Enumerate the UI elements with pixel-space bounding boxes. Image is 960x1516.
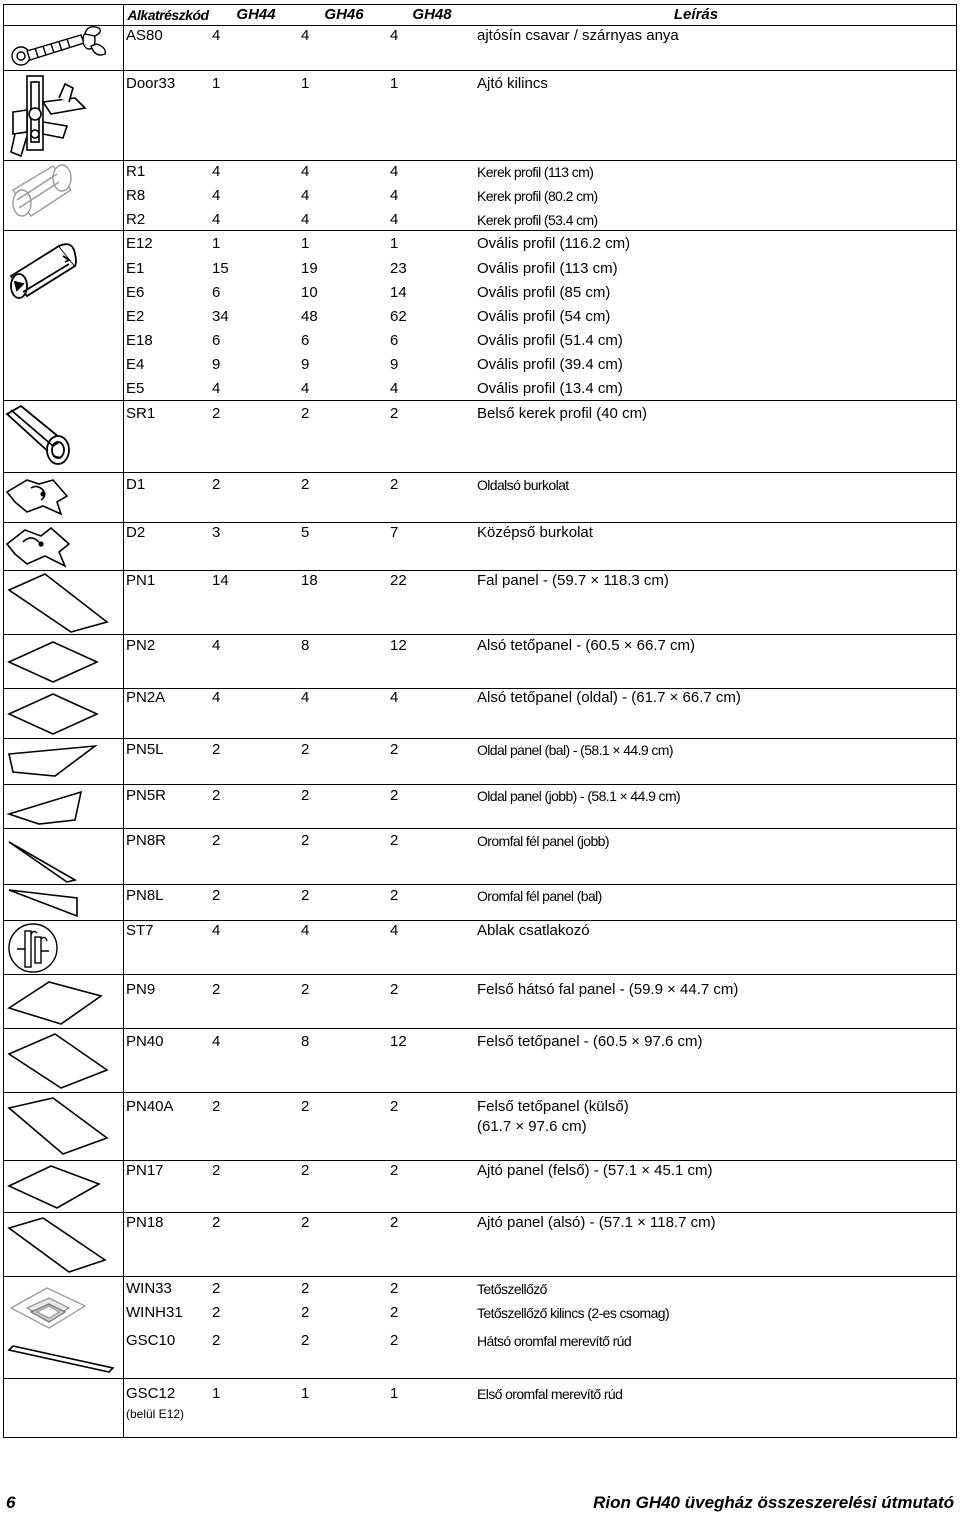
part-description: Ablak csatlakozó [477, 922, 590, 939]
part-description: Kerek profil (80.2 cm) [477, 188, 598, 204]
wall-panel-icon [3, 572, 121, 634]
qty-gh46: 8 [301, 637, 310, 654]
header-gh44: GH44 [236, 6, 276, 23]
part-description: Kerek profil (113 cm) [477, 164, 594, 180]
roof-vent-icon [3, 1278, 121, 1338]
qty-gh48: 2 [390, 787, 399, 804]
qty-gh48: 2 [390, 1098, 399, 1115]
side-cover-icon [3, 474, 121, 520]
qty-gh46: 10 [301, 284, 318, 301]
group-divider [3, 828, 957, 829]
part-description: Ajtó panel (alsó) - (57.1 × 118.7 cm) [477, 1214, 716, 1231]
qty-gh48: 14 [390, 284, 407, 301]
group-divider [3, 160, 957, 161]
part-description: ajtósín csavar / szárnyas anya [477, 27, 679, 44]
qty-gh44: 2 [212, 1098, 221, 1115]
roof-panel-side-icon [3, 690, 121, 738]
group-divider [3, 784, 957, 785]
qty-gh44: 4 [212, 187, 221, 204]
part-code: E4 [126, 356, 145, 373]
group-divider [3, 920, 957, 921]
part-code: R8 [126, 187, 146, 204]
gable-half-panel-right-icon [3, 830, 121, 884]
header-gh48: GH48 [412, 6, 452, 23]
part-description: Ovális profil (85 cm) [477, 284, 611, 301]
side-panel-left-icon [3, 740, 121, 784]
qty-gh48: 2 [390, 405, 399, 422]
part-code: PN2 [126, 637, 156, 654]
qty-gh48: 62 [390, 308, 407, 325]
part-description: Alsó tetőpanel (oldal) - (61.7 × 66.7 cm) [477, 689, 741, 706]
inner-round-profile-icon [3, 402, 121, 472]
qty-gh44: 4 [212, 163, 221, 180]
part-code: E1 [126, 260, 145, 277]
qty-gh46: 2 [301, 832, 310, 849]
qty-gh44: 4 [212, 27, 221, 44]
qty-gh44: 2 [212, 405, 221, 422]
upper-roof-panel-outer-icon [3, 1094, 121, 1160]
qty-gh44: 2 [212, 887, 221, 904]
qty-gh48: 4 [390, 689, 399, 706]
group-divider [3, 738, 957, 739]
qty-gh48: 2 [390, 981, 399, 998]
qty-gh48: 2 [390, 1214, 399, 1231]
part-description: Ovális profil (39.4 cm) [477, 356, 623, 373]
qty-gh48: 9 [390, 356, 399, 373]
middle-cover-icon [3, 522, 121, 570]
group-divider [3, 230, 957, 231]
column-divider [123, 4, 124, 1438]
qty-gh46: 8 [301, 1033, 310, 1050]
part-description: Oromfal fél panel (bal) [477, 888, 602, 904]
qty-gh48: 4 [390, 380, 399, 397]
description-line-2: (61.7 × 97.6 cm) [477, 1118, 587, 1135]
part-code: E18 [126, 332, 153, 349]
group-divider [3, 1092, 957, 1093]
qty-gh46: 4 [301, 689, 310, 706]
qty-gh46: 2 [301, 1280, 310, 1297]
qty-gh44: 4 [212, 689, 221, 706]
qty-gh46: 2 [301, 741, 310, 758]
group-divider [3, 1160, 957, 1161]
part-code: R1 [126, 163, 146, 180]
group-divider [3, 884, 957, 885]
part-code: D2 [126, 524, 146, 541]
qty-gh46: 2 [301, 1304, 310, 1321]
qty-gh44: 4 [212, 922, 221, 939]
qty-gh44: 14 [212, 572, 229, 589]
part-code: GSC10 [126, 1332, 176, 1349]
qty-gh46: 2 [301, 1332, 310, 1349]
part-description: Fal panel - (59.7 × 118.3 cm) [477, 572, 669, 589]
qty-gh48: 23 [390, 260, 407, 277]
group-divider [3, 1028, 957, 1029]
qty-gh46: 2 [301, 405, 310, 422]
qty-gh48: 4 [390, 163, 399, 180]
qty-gh46: 2 [301, 476, 310, 493]
qty-gh44: 1 [212, 235, 221, 252]
qty-gh48: 2 [390, 1332, 399, 1349]
part-description: Középső burkolat [477, 524, 593, 541]
group-divider [3, 974, 957, 975]
qty-gh48: 2 [390, 1162, 399, 1179]
qty-gh46: 1 [301, 75, 310, 92]
qty-gh46: 6 [301, 332, 310, 349]
qty-gh44: 2 [212, 1332, 221, 1349]
part-code: SR1 [126, 405, 156, 422]
qty-gh48: 4 [390, 187, 399, 204]
qty-gh48: 2 [390, 832, 399, 849]
qty-gh46: 1 [301, 1385, 310, 1402]
part-description: Ajtó kilincs [477, 75, 548, 92]
part-description: Oromfal fél panel (jobb) [477, 833, 609, 849]
qty-gh46: 2 [301, 787, 310, 804]
qty-gh46: 2 [301, 981, 310, 998]
qty-gh44: 1 [212, 1385, 221, 1402]
part-description: Ovális profil (113 cm) [477, 260, 618, 277]
rod-icon [3, 1340, 121, 1376]
description-line-1: Felső tetőpanel (külső) [477, 1098, 629, 1115]
part-code [126, 1385, 184, 1422]
qty-gh48: 1 [390, 235, 399, 252]
qty-gh44: 2 [212, 476, 221, 493]
header-desc: Leírás [673, 6, 719, 23]
qty-gh48: 6 [390, 332, 399, 349]
qty-gh46: 2 [301, 1098, 310, 1115]
qty-gh48: 2 [390, 1280, 399, 1297]
side-panel-right-icon [3, 786, 121, 828]
door-handle-icon [3, 72, 121, 160]
part-code: ST7 [126, 922, 154, 939]
part-description: Tetőszellőző [477, 1281, 547, 1297]
part-code: Door33 [126, 75, 176, 92]
table-border-top [3, 4, 957, 5]
qty-gh44: 4 [212, 1033, 221, 1050]
part-description: Felső tetőpanel - (60.5 × 97.6 cm) [477, 1033, 703, 1050]
qty-gh44: 2 [212, 741, 221, 758]
group-divider [3, 1212, 957, 1213]
window-connector-icon [3, 921, 121, 975]
part-description: Ovális profil (54 cm) [477, 308, 611, 325]
qty-gh48: 2 [390, 741, 399, 758]
upper-back-panel-icon [3, 976, 121, 1028]
qty-gh44: 2 [212, 832, 221, 849]
group-divider [3, 472, 957, 473]
qty-gh48: 1 [390, 75, 399, 92]
group-divider [3, 570, 957, 571]
part-description: Felső hátsó fal panel - (59.9 × 44.7 cm) [477, 981, 739, 998]
qty-gh46: 19 [301, 260, 318, 277]
header-divider [3, 25, 957, 26]
qty-gh46: 4 [301, 380, 310, 397]
part-description: Alsó tetőpanel - (60.5 × 66.7 cm) [477, 637, 696, 654]
qty-gh46: 2 [301, 1214, 310, 1231]
part-code: PN40A [126, 1098, 174, 1115]
part-code: PN5R [126, 787, 167, 804]
qty-gh46: 5 [301, 524, 310, 541]
part-code: E5 [126, 380, 145, 397]
roof-panel-icon [3, 636, 121, 688]
part-code: AS80 [126, 27, 163, 44]
round-profile-icon [3, 160, 121, 230]
qty-gh44: 2 [212, 1280, 221, 1297]
part-code: PN1 [126, 572, 156, 589]
qty-gh48: 4 [390, 211, 399, 228]
oval-profile-icon [3, 232, 121, 302]
qty-gh44: 4 [212, 637, 221, 654]
group-divider [3, 1378, 957, 1379]
qty-gh48: 22 [390, 572, 407, 589]
part-description: Tetőszellőző kilincs (2-es csomag) [477, 1305, 670, 1321]
part-code: E6 [126, 284, 145, 301]
part-description [477, 1098, 629, 1136]
part-code: R2 [126, 211, 146, 228]
qty-gh44: 6 [212, 284, 221, 301]
group-divider [3, 522, 957, 523]
gable-half-panel-left-icon [3, 886, 121, 920]
part-code: D1 [126, 476, 146, 493]
group-divider [3, 400, 957, 401]
qty-gh44: 2 [212, 1304, 221, 1321]
qty-gh44: 6 [212, 332, 221, 349]
part-code-note: (belül E12) [126, 1407, 185, 1421]
qty-gh46: 1 [301, 235, 310, 252]
qty-gh48: 1 [390, 1385, 399, 1402]
qty-gh44: 15 [212, 260, 229, 277]
part-code: E2 [126, 308, 145, 325]
qty-gh48: 2 [390, 476, 399, 493]
qty-gh48: 2 [390, 1304, 399, 1321]
part-code: PN17 [126, 1162, 164, 1179]
qty-gh44: 2 [212, 1162, 221, 1179]
qty-gh44: 2 [212, 787, 221, 804]
part-description: Kerek profil (53.4 cm) [477, 212, 598, 228]
qty-gh44: 4 [212, 211, 221, 228]
qty-gh48: 12 [390, 1033, 407, 1050]
header-gh46: GH46 [324, 6, 364, 23]
qty-gh48: 4 [390, 27, 399, 44]
part-description: Ovális profil (51.4 cm) [477, 332, 623, 349]
qty-gh46: 2 [301, 887, 310, 904]
part-description: Hátsó oromfal merevítő rúd [477, 1333, 632, 1349]
door-panel-lower-icon [3, 1214, 121, 1276]
qty-gh44: 4 [212, 380, 221, 397]
part-code: PN8L [126, 887, 164, 904]
part-code: WINH31 [126, 1304, 183, 1321]
qty-gh46: 4 [301, 187, 310, 204]
part-code: PN5L [126, 741, 164, 758]
group-divider [3, 634, 957, 635]
qty-gh48: 2 [390, 887, 399, 904]
qty-gh46: 18 [301, 572, 318, 589]
qty-gh46: 2 [301, 1162, 310, 1179]
qty-gh46: 48 [301, 308, 318, 325]
table-border-bottom [3, 1437, 957, 1438]
part-description: Ovális profil (116.2 cm) [477, 235, 631, 252]
qty-gh48: 7 [390, 524, 399, 541]
document-title: Rion GH40 üvegház összeszerelési útmutató [593, 1493, 954, 1512]
part-code: WIN33 [126, 1280, 172, 1297]
part-description: Ajtó panel (felső) - (57.1 × 45.1 cm) [477, 1162, 713, 1179]
part-description: Első oromfal merevítő rúd [477, 1386, 623, 1402]
bolt-wingnut-icon [3, 26, 121, 70]
qty-gh46: 9 [301, 356, 310, 373]
part-code: E12 [126, 235, 153, 252]
qty-gh46: 4 [301, 922, 310, 939]
part-description: Oldal panel (bal) - (58.1 × 44.9 cm) [477, 742, 673, 758]
qty-gh44: 3 [212, 524, 221, 541]
upper-roof-panel-icon [3, 1030, 121, 1092]
part-description: Belső kerek profil (40 cm) [477, 405, 648, 422]
qty-gh44: 34 [212, 308, 229, 325]
part-description: Ovális profil (13.4 cm) [477, 380, 623, 397]
part-code-main: GSC12 [126, 1385, 176, 1402]
door-panel-upper-icon [3, 1162, 121, 1212]
table-border-right [956, 4, 957, 1438]
part-code: PN8R [126, 832, 167, 849]
qty-gh44: 2 [212, 1214, 221, 1231]
part-code: PN2A [126, 689, 166, 706]
qty-gh46: 4 [301, 211, 310, 228]
part-code: PN40 [126, 1033, 164, 1050]
qty-gh48: 12 [390, 637, 407, 654]
qty-gh46: 4 [301, 163, 310, 180]
qty-gh44: 2 [212, 981, 221, 998]
qty-gh44: 9 [212, 356, 221, 373]
group-divider [3, 1276, 957, 1277]
qty-gh44: 1 [212, 75, 221, 92]
group-divider [3, 70, 957, 71]
part-code: PN18 [126, 1214, 164, 1231]
part-description: Oldalsó burkolat [477, 477, 569, 493]
part-code: PN9 [126, 981, 156, 998]
qty-gh48: 4 [390, 922, 399, 939]
page-number: 6 [6, 1493, 16, 1512]
header-code: Alkatrészkód [127, 7, 209, 23]
qty-gh46: 4 [301, 27, 310, 44]
part-description: Oldal panel (jobb) - (58.1 × 44.9 cm) [477, 788, 681, 804]
